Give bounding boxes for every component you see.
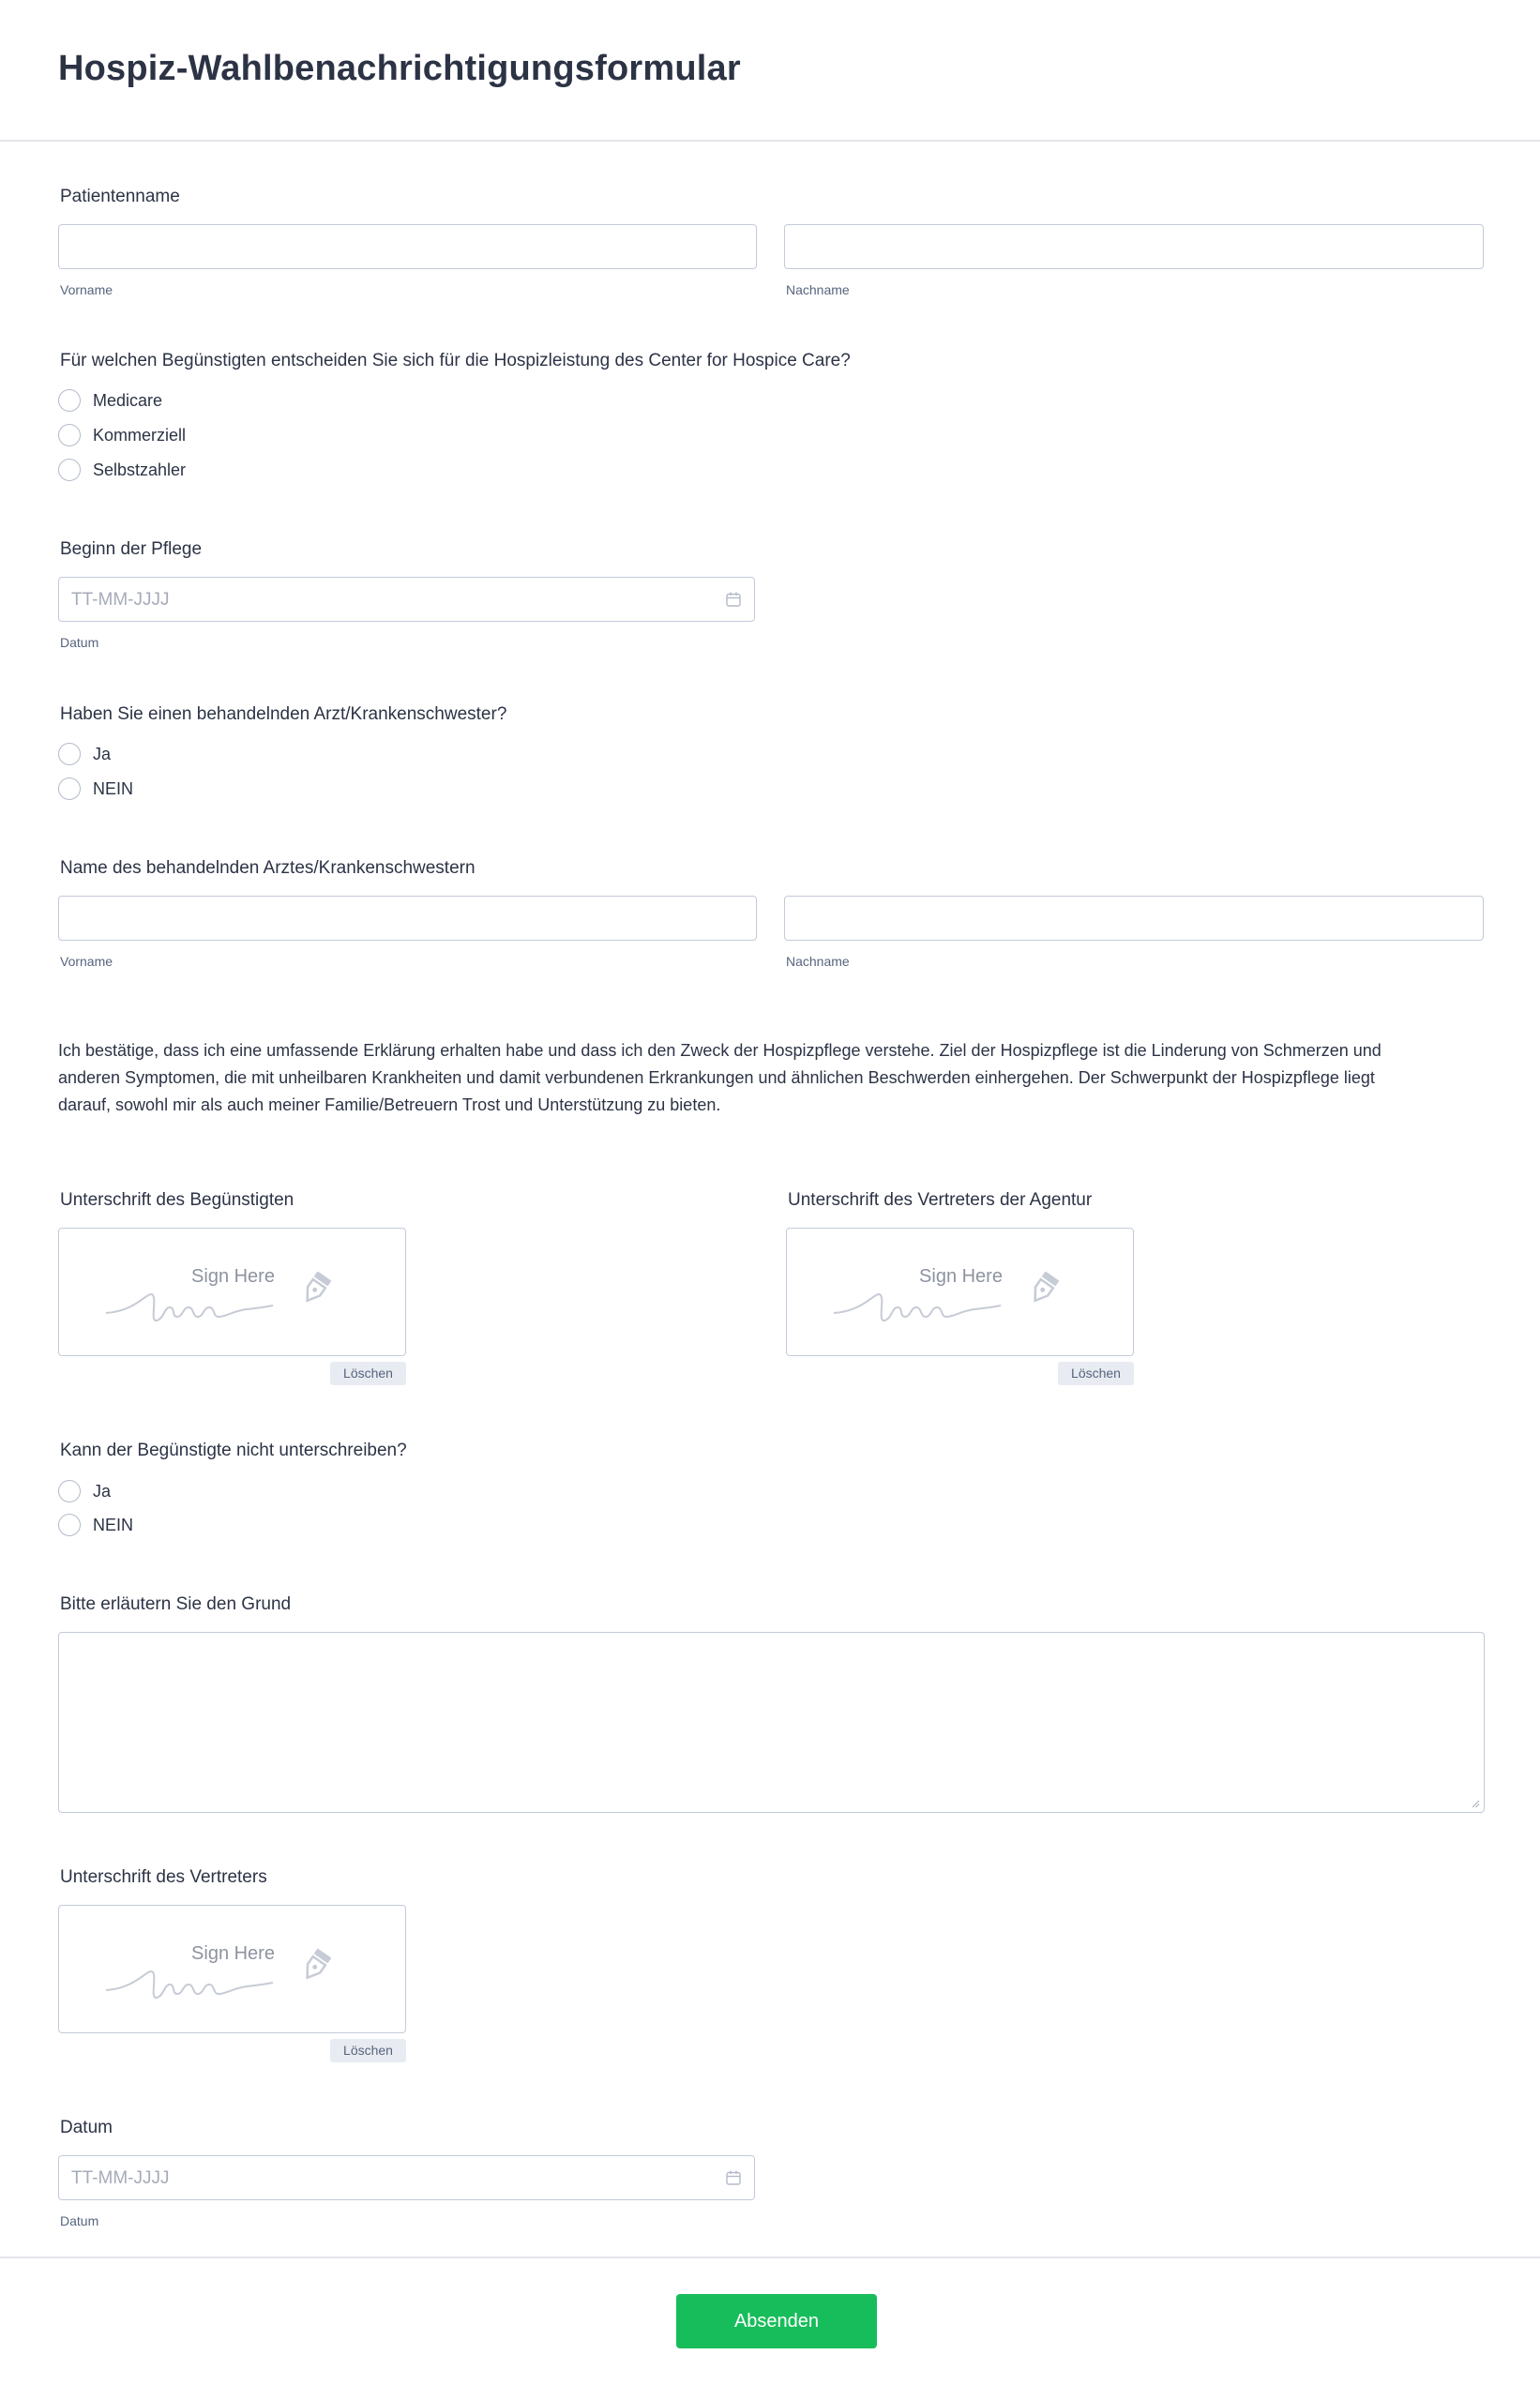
physician-name-label: Name des behandelnden Arztes/Krankenschwestern	[60, 858, 476, 878]
radio-label: NEIN	[93, 778, 134, 798]
confirmation-text	[58, 1037, 1484, 1119]
clear-signature-button[interactable]: Löschen	[330, 1362, 406, 1385]
signature-placeholder-icon	[787, 1229, 1135, 1357]
confirmation-line: Ich bestätige, dass ich eine umfassende Erklärung erhalten habe und dass ich den Zweck der Hospizpflege verstehe. Ziel der Hospizpflege ist die Linderung von Schmerzen und	[58, 1041, 1381, 1060]
radio-label: Ja	[93, 1481, 112, 1501]
physician-first-name-sublabel: Vorname	[60, 954, 113, 969]
resize-grip-icon[interactable]	[1471, 1799, 1480, 1808]
radio-button[interactable]	[58, 459, 81, 481]
physician-first-name-input[interactable]	[58, 896, 757, 941]
radio-option-ja[interactable]	[58, 1478, 111, 1504]
signature-placeholder-icon	[59, 1229, 407, 1357]
agency-signature-pad[interactable]	[786, 1228, 1134, 1356]
calendar-icon[interactable]	[725, 591, 742, 608]
form-title: Hospiz-Wahlbenachrichtigungsformular	[58, 49, 741, 88]
radio-button[interactable]	[58, 777, 81, 800]
radio-button[interactable]	[58, 743, 81, 765]
radio-label: Ja	[93, 744, 112, 763]
confirmation-line: darauf, sowohl mir als auch meiner Familie/Betreuern Trost und Unterstützung zu bieten.	[58, 1095, 721, 1114]
form-footer	[0, 2257, 1540, 2385]
form-header	[0, 0, 1540, 142]
radio-button[interactable]	[58, 1480, 81, 1502]
sign-here-text: Sign Here	[191, 1943, 275, 1964]
radio-option-nein[interactable]	[58, 1512, 133, 1538]
radio-label: Medicare	[93, 390, 163, 410]
patient-last-name-input[interactable]	[784, 224, 1484, 269]
radio-button[interactable]	[58, 389, 81, 412]
clear-signature-button[interactable]: Löschen	[330, 2039, 406, 2062]
reason-label: Bitte erläutern Sie den Grund	[60, 1594, 292, 1614]
submit-button[interactable]: Absenden	[676, 2294, 877, 2348]
representative-signature-label: Unterschrift des Vertreters	[60, 1867, 267, 1887]
radio-label: NEIN	[93, 1515, 134, 1534]
calendar-icon[interactable]	[725, 2169, 742, 2186]
beneficiary-signature-pad[interactable]	[58, 1228, 406, 1356]
patient-first-name-input[interactable]	[58, 224, 757, 269]
radio-button[interactable]	[58, 424, 81, 446]
care-start-date-input[interactable]	[58, 577, 755, 622]
agency-signature-label: Unterschrift des Vertreters der Agentur	[788, 1190, 1093, 1210]
care-start-sublabel: Datum	[60, 635, 99, 650]
confirmation-line: anderen Symptomen, die mit unheilbaren Krankheiten und damit verbundenen Erkrankungen und ähnlichen Beschwerden einhergehen. Der Schwerpunkt der Hospizpflege liegt	[58, 1068, 1375, 1087]
beneficiary-question-label: Für welchen Begünstigten entscheiden Sie sich für die Hospizleistung des Center for Hospice Care?	[60, 351, 851, 370]
patient-name-label: Patientenname	[60, 187, 180, 206]
care-start-label: Beginn der Pflege	[60, 539, 203, 559]
patient-first-name-sublabel: Vorname	[60, 282, 113, 297]
radio-label: Selbstzahler	[93, 460, 187, 479]
patient-last-name-sublabel: Nachname	[786, 282, 850, 297]
beneficiary-signature-label: Unterschrift des Begünstigten	[60, 1190, 294, 1210]
date-placeholder: TT-MM-JJJJ	[71, 590, 170, 610]
date-sublabel: Datum	[60, 2213, 99, 2228]
radio-button[interactable]	[58, 1514, 81, 1536]
date-label: Datum	[60, 2118, 113, 2137]
date-input[interactable]	[58, 2155, 755, 2200]
date-placeholder: TT-MM-JJJJ	[71, 2168, 170, 2188]
radio-option-selbstzahler[interactable]	[58, 457, 186, 483]
radio-option-kommerziell[interactable]	[58, 422, 186, 448]
has-physician-label: Haben Sie einen behandelnden Arzt/Krankenschwester?	[60, 704, 507, 724]
cannot-sign-label: Kann der Begünstigte nicht unterschreiben?	[60, 1441, 407, 1460]
sign-here-text: Sign Here	[191, 1266, 275, 1287]
radio-label: Kommerziell	[93, 425, 187, 445]
sign-here-text: Sign Here	[919, 1266, 1003, 1287]
reason-textarea[interactable]	[58, 1632, 1485, 1813]
radio-option-medicare[interactable]	[58, 387, 162, 414]
physician-last-name-input[interactable]	[784, 896, 1484, 941]
radio-option-ja[interactable]	[58, 741, 111, 767]
clear-signature-button[interactable]: Löschen	[1058, 1362, 1134, 1385]
physician-last-name-sublabel: Nachname	[786, 954, 850, 969]
radio-option-nein[interactable]	[58, 776, 133, 802]
representative-signature-pad[interactable]	[58, 1905, 406, 2033]
signature-placeholder-icon	[59, 1906, 407, 2034]
